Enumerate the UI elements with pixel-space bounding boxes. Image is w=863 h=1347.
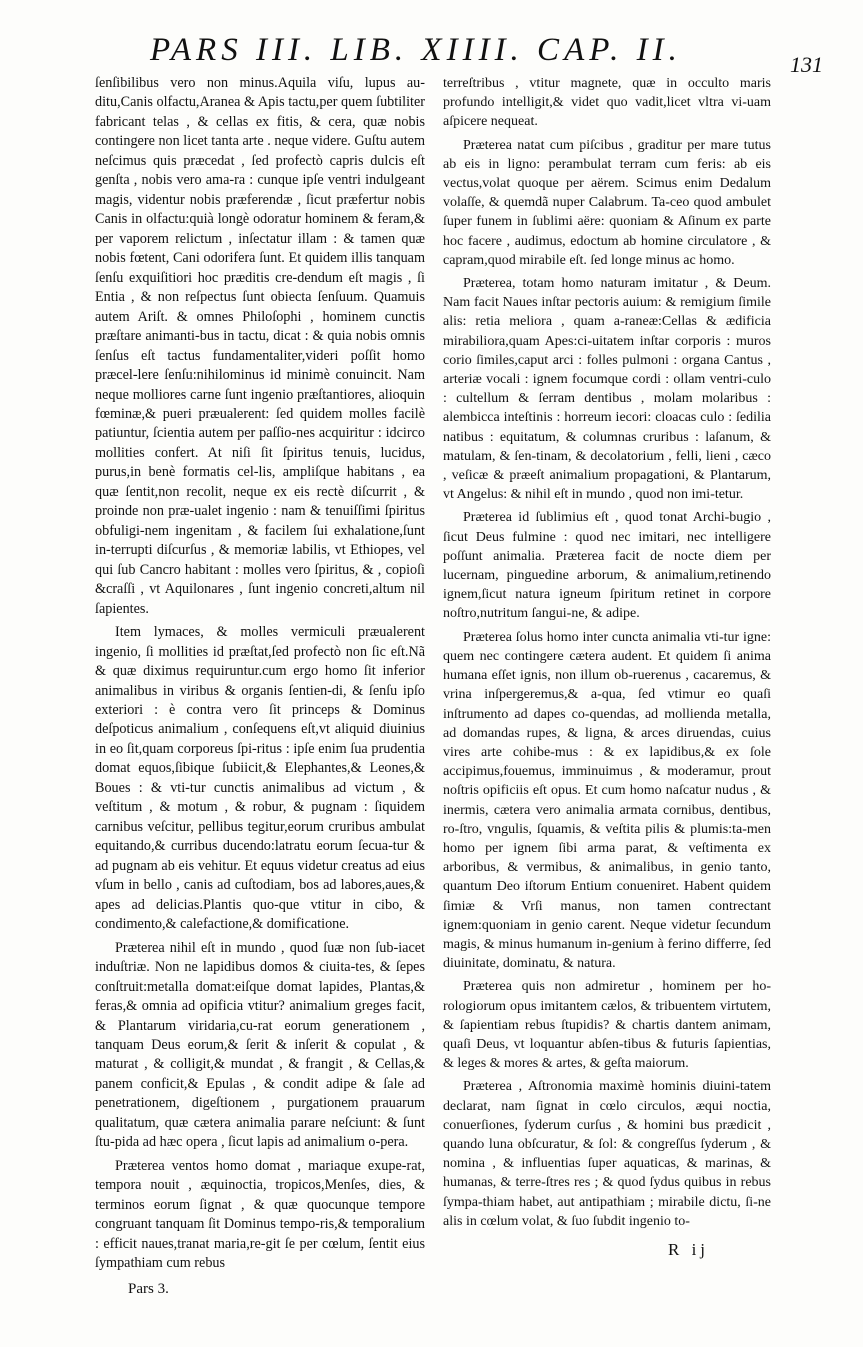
paragraph: ſenſibilibus vero non minus.Aquila viſu, lupus au-ditu,Canis olfactu,Aranea & Apis tactu,per quem ſubtiliter fabricant telas , & cellas ex fitis, & cera, quæ nobis contingere non licet tanta arte . neque videre. Guſtu autem neſcimus quis præcedat , ſed profectò capris dulcis eſt genſta , nobis vero ama-ra : cunque ipſe ventri indulgeant magis, videntur nobis præferendæ , ſicut præfertur nobis Canis in olfactu:quià longè odoratur hominem & feram,& per vaporem relictum , inſectatur illam : & tamen quæ nobis fœtent, Cani odorifera ſunt. Et quidem illis tanquam ſenſu exquiſitiori hoc præditis cre-dendum eſt magis , ſi Entia , & non reſpectus ſunt obiecta ſenſuum. Quamuis autem Ariſt. & omnes Philoſophi , hominem cunctis præſtare animanti-bus in tactu, dicat : & quia nobis omnis ſenſus eſt tactus fundamentaliter,videri poſſit homo præcel-lere ſenſu:nihilominus id minimè conuincit. Nam neque molliores carne ſunt ingenio præſtantiores, alioquin fœminæ,& pueri præualerent: ſed quidem molles facilè patiuntur, ſcientia autem per paſſio-nes acquiritur : idcirco mollities confert. At niſi ſit ſpiritus tenuis, lucidus, purus,in benè formatis cel-lis, ampliſque habitans , ea quæ ſentit,non recolit, neque ex eis rectè diſcurrit , & proinde non præ-ualet ingenio : nam & tenuiſſimi ſpiritus obfuligi-nem ingenitam , & facilem ſui exhalatione,ſunt in-terrupti diſcurſus , & memoriæ labilis, vt Ethiopes, vel qui ſub Cancro habitant : molles vero ſpiritus, & , copioſi &craſſi , vt Aquilonares , ſunt ingenio concreti,altum nil ſapientes. (95, 75, 425, 617)
paragraph: terreſtribus , vtitur magnete, quæ in occulto maris profundo intelligit,& videt quo vadit,licet vltra vi-uam aſpicere nequeat. (443, 76, 771, 130)
signature-mark: Pars 3. (128, 1281, 169, 1297)
paragraph: Præterea ſolus homo inter cuncta animalia vti-tur igne: quem nec contingere cætera audent. Et quidem ſi anima humana eſſet ignis, non illum ob-ruerenus , cacaremus, & vrina inſpergeremus,& a-qua, ſed vtimur eo quaſi inſtrumento ad dapes co-quendas, ad mollienda metalla, ad domandas rupes, & ligna, & arces diruendas, cuius vires arte cohibe-mus : & ex lapidibus,& ex ſole accipimus,fouemus, imminuimus , & moderamur, prout noſtris opificiis eſt opus. Et cum homo naſcatur nudus , & inermis, cætera vero animalia armata cornibus, dentibus, ro-ſtro, vngulis, ſquamis, & veſtita pilis & plumis:ta-men homo per ignem ſibi arma parat, & veſtimenta ex arboribus, & vermibus, & animalibus, in genio tanto, quantum Deo iſtorum Entium conueniret. Habent quidem ſimiæ & Vrſi manus, non tamen contrectant ignem:quoniam in genio carent. Neque videtur ſecundum magis, & minus humanum in-genium à ferino differre, ſed diuinitate, dominatu, & natura. (443, 629, 771, 972)
running-head: PARS III. LIB. XIIII. CAP. II. (150, 32, 682, 68)
paragraph: Item lymaces, & molles vermiculi præualerent ingenio, ſi mollities id præſtat,ſed profectò non ſic eſt.Nã & quæ diximus requiruntur.cum ergo homo ſit inferior animalibus in viribus & organis ſentien-di, & ſenſu ipſo exteriori : è contra vero ſit princeps & Dominus deſpoticus animalium , conſequens eſt,vt aliquid diuinius in eo ſit,quam corporeus ſpi-ritus : ipſe enim ſua prudentia domat equos,ſibique ſubiicit,& Elephantes,& Leones,& Boues : & vti-tur cunctis animalibus ad victum , & veſtitum , & motum , & robur, & pugnam : ſiquidem carnibus veſcitur, pellibus tegitur,eorum cruribus ambulat equitando,& curribus ducendo:latratu eorum ſecua-tur & ad pugnam ab eis vehitur. Et equus videtur creatus ad eius vſum in bello , canis ad cuſtodiam, bos ad labores,aues,& apes ad delicias.Plantis quo-que vtitur in cibo, & condimento,& calefactione,& domificatione. (95, 624, 425, 933)
paragraph: Præterea id ſublimius eſt , quod tonat Archi-bugio , ſicut Deus fulmine : quod nec imitari, nec intelligere poſſunt animalia. Præterea facit de nocte diem per lucernam, pinguedine arborum, & animalium,retinendo ignem,ſicut natura igneum ſpiritum retinet in corpore noſtro,nutritum ſangui-ne, & adipe. (443, 510, 771, 622)
left-column (95, 74, 425, 1278)
paragraph: Præterea nihil eſt in mundo , quod ſuæ non ſub-iacet induſtriæ. Non ne lapidibus domos & ciuita-tes, & ſepes conſtruit:metalla domat:eiſque domat lapides, Plantas,& feras,& omnia ad opificia vtitur? animalium greges facit, & Plantarum viridaria,cu-rat eorum generationem , tanquam Deus eorum,& ſerit & inſerit & copulat , & maturat , & colligit,& mundat , & frangit , & Cellas,& panem conficit,& Epulas , & condit adipe & ſale ad penetrationem, digeſtionem , purgationem prauarum qualitatum, quæ cætera animalia parare neſciunt: & ſunt ſtu-pida ad hæc opera , ſicut lapis ad animalium o-pera. (95, 939, 425, 1151)
catchword: R ij (668, 1240, 710, 1259)
paragraph: Præterea natat cum piſcibus , graditur per mare tutus ab eis in ligno: perambulat terram cum feris: ab eis vectus,volat quoque per aërem. Scimus enim Dedalum volaſſe, & quemdã nuper Calabrum. Ta-ceo quod ambulet ſuper funem in ſublimi aëre: quoniam & Aſinum ex parte hoc facere , audimus, edoctum ab homine circulatore , & capram,quod mirabile eſt. ſed longe minus ac homo. (443, 137, 771, 268)
page-number: 131 (790, 52, 823, 77)
right-column (443, 74, 771, 1235)
paragraph: Præterea quis non admiretur , hominem per ho-rologiorum opus imitantem cælos, & tribuentem virtutem, & ſapientiam rebus ſtupidis? & chartis dantem animam, quaſi Deus, vt loquantur abſen-tibus & futuris ſapientias, & leges & mores & artes, & geſta maiorum. (443, 979, 771, 1072)
paragraph: Præterea ventos homo domat , mariaque exupe-rat, tempora nouit , æquinoctia, tropicos,Menſes, dies, & terminos eorum ſignat , & quæ quocunque tempore congruant tanquam ſit Dominus tempo-ris,& temporalium : efficit naues,tranat maria,re-git ſe per cœlum, ſentit eius ſympathiam cum rebus (95, 1157, 425, 1272)
paragraph: Præterea , Aſtronomia maximè hominis diuini-tatem declarat, nam ſignat in cœlo circulos, æqui noctia, conuerſiones, ſyderum curſus , & homini bus prædicit , quando luna obſcuratur, & ſol: & congreſſus ſyderum , & nomina , & influentias ſuper aquaticas, & marinas, & humanas, & terre-ſtres res ; & quod ſydus quibus in rebus ſympa-thiam habet, aut antipathiam ; mirabile dictu, ſi-ne alis in cœlum volat, & ſuo ſubdit ingenio to- (443, 1079, 771, 1229)
paragraph: Præterea, totam homo naturam imitatur , & Deum. Nam facit Naues inſtar pectoris auium: & remigium ſimile alis: retia meliora , quam a-raneæ:Cellas & ædificia mirabiliora,quam Apes:ci-uitatem inſtar corporis : muros corio ſimiles,caput arci : folles pulmoni : organa Cantus , arteriæ vocali : ignem focumque cordi : ollam ventri-culo : cultellum & ſerram dentibus , molam molaribus : alembicca inteſtinis : horreum iecori: cloacas culo : ſedilia natibus : equitatum, & columnas cruribus : laſanum, & matulam, & ſen-tinam, & decolatorium , felli, lieni , cæco , veſicæ & præeſt animalium propagationi, & Plantarum, vt Angelus: & nihil eſt in mundo , quod non imi-tetur. (443, 276, 771, 503)
